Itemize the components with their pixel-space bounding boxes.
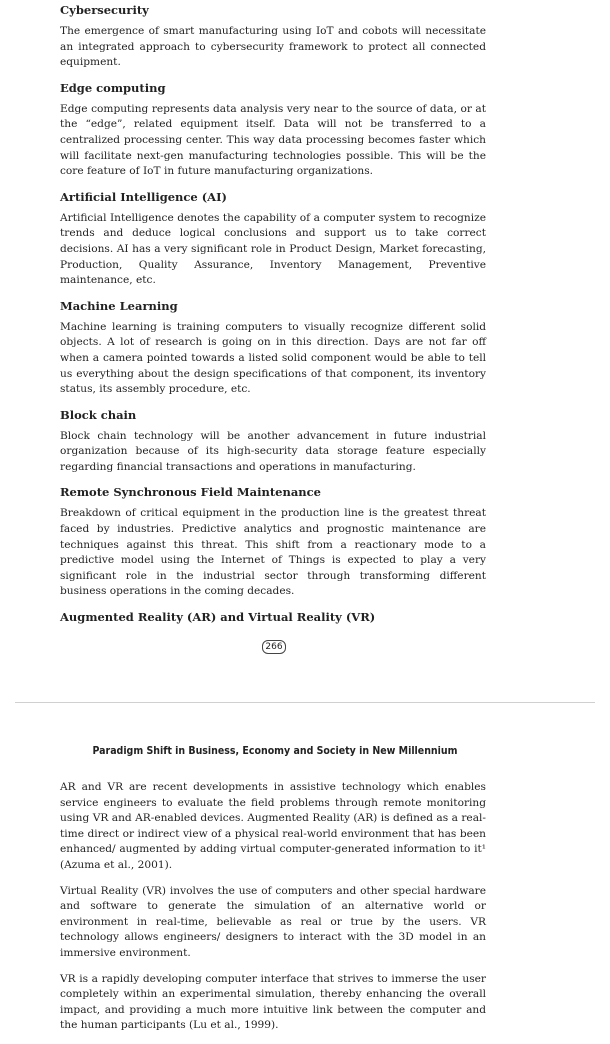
page-body [60,3,486,631]
heading-machine-learning: Machine Learning [60,298,178,313]
paragraph-virtual-reality: Virtual Reality (VR) involves the use of computers and other special hardware and software to generate the simulation of an alternative world or environment in real-time, believable as real or true by the users. VR technology allows engineers/ designers to interact with the 3D model in an immersive environment. [60,884,486,959]
paragraph-artificial-intelligence: Artificial Intelligence denotes the capability of a computer system to recognize trends and deduce logical conclusions and support us to take correct decisions. AI has a very significant role in Product Design, Market forecasting, Production, Quality Assurance, Inventory Management, Preventive maintenance, etc. [60,211,486,287]
paragraph-remote-maintenance: Breakdown of critical equipment in the production line is the greatest threat faced by industries. Predictive analytics and prognostic maintenance are techniques against this threat. This shift from a reactionary mode to a predictive model using the Internet of Things is expected to play a very significant role in the industrial sector through transforming different business operations in the coming decades. [60,507,486,598]
heading-block-chain: Block chain [60,407,137,422]
paragraph-edge-computing: Edge computing represents data analysis very near to the source of data, or at the “edge”, related equipment itself. Data will not be transferred to a centralized processing center. This way data processing becomes faster which will facilitate next-gen manufacturing technologies possible. This will be the core feature of IoT in future manufacturing organizations. [60,102,486,178]
paragraph-block-chain: Block chain technology will be another advancement in future industrial organization because of its high-security data storage feature especially regarding financial transactions and operations in manufacturing. [60,429,486,473]
page-267 [0,700,610,1032]
page-number-badge: 266 [262,640,286,654]
paragraph-machine-learning: Machine learning is training computers to visually recognize different solid objects. A lot of research is going on in this direction. Days are not far off when a camera pointed towards a listed solid component would be able to tell us everything about the design specifications of that component, its inventory status, its assembly procedure, etc. [60,320,486,396]
paragraph-cybersecurity: The emergence of smart manufacturing using IoT and cobots will necessitate an integrated approach to cybersecurity framework to protect all connected equipment. [60,25,486,69]
heading-artificial-intelligence: Artificial Intelligence (AI) [60,189,227,204]
heading-remote-maintenance: Remote Synchronous Field Maintenance [60,485,321,500]
running-header: Paradigm Shift in Business, Economy and Society in New Millennium [92,745,458,757]
heading-cybersecurity: Cybersecurity [60,3,149,17]
paragraph-vr-interface: VR is a rapidly developing computer interface that strives to immerse the user completely within an experimental simulation, thereby enhancing the overall impact, and providing a much more intuitive link between the computer and the human participants (Lu et al., 1999). [60,972,486,1032]
paragraph-ar-vr-intro: AR and VR are recent developments in assistive technology which enables service engineers to evaluate the field problems through remote monitoring using VR and AR-enabled devices. Augmented Reality (AR) is defined as a real-time direct or indirect view of a physical real-world environment that has been enhanced/ augmented by adding virtual computer-generated information to it¹ (Azuma et al., 2001). [60,781,486,871]
heading-ar-vr: Augmented Reality (AR) and Virtual Reality (VR) [60,610,376,625]
heading-edge-computing: Edge computing [60,80,166,95]
page-body [60,780,486,1044]
